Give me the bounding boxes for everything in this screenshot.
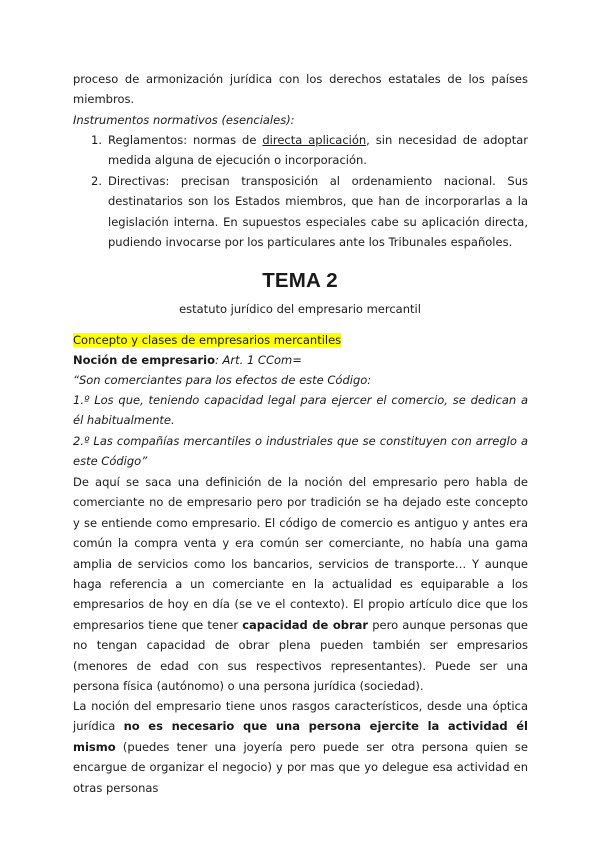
list-item-text: , sin necesidad de adoptar medida alguna de ejecución o incorporación. [108, 133, 528, 168]
intro-paragraph: proceso de armonización jurídica con los derechos estatales de los países miembros. [73, 72, 528, 107]
nocion-line [73, 350, 528, 370]
nocion-reference: : Art. 1 CCom= [215, 353, 302, 367]
key-statement: no es necesario que una persona ejercite la actividad él mismo [73, 719, 528, 754]
nocion-label: Noción de empresario [73, 353, 216, 367]
quote-intro: “Son comerciantes para los efectos de este Código: [73, 373, 372, 387]
capacidad-de-obrar-term: capacidad de obrar [242, 617, 369, 632]
directa-aplicacion-link[interactable]: directa aplicación [262, 133, 367, 147]
paragraph-text: pero aunque personas que no tengan capacidad de obrar plena pueden también ser empresarios (menores de edad con sus respectivos representantes). Puede ser una persona física (autónomo) o una persona jurídica (sociedad). [73, 617, 529, 694]
paragraph-text: La noción del empresario tiene unos rasgos característicos, desde una óptica jurídica [73, 699, 528, 734]
quote-item-1: 1.º Los que, teniendo capacidad legal para ejercer el comercio, se dedican a él habitualmente. [73, 393, 528, 428]
section-heading [73, 330, 528, 350]
paragraph-text: (puedes tener una joyería pero puede ser otra persona quien se encargue de organizar el negocio) y por mas que yo delegue esa actividad en otras personas [73, 739, 528, 795]
body-paragraph-2 [73, 696, 528, 798]
highlighted-heading: Concepto y clases de empresarios mercantiles [73, 333, 342, 347]
tema-subtitle: estatuto jurídico del empresario mercantil [179, 302, 421, 316]
quote-item-2: 2.º Las compañías mercantiles o industriales que se constituyen con arreglo a este Código” [73, 434, 528, 469]
paragraph-text: De aquí se saca una definición de la noción del empresario pero habla de comerciante no de empresario pero por tradición se ha dejado este concepto y se entiende como empresario. El código de comercio es antiguo y antes era común la compra venta y era común ser comerciante, no había una gama amplia de servicios como los bancarios, servicios de transporte… Y aunque haga referencia a un comerciante en la actualidad es equiparable a los empresarios de hoy en día (se ve el contexto). El propio artículo dice que los empresarios tiene que tener [73, 475, 528, 632]
list-number-2: 2. [91, 174, 102, 188]
list-item-directivas: Directivas: precisan transposición al ordenamiento nacional. Sus destinatarios son los Estados miembros, que han de incorporarlas a la legislación interna. En supuestos especiales cabe su aplicación directa, pudiendo invocarse por los particulares ante los Tribunales españoles. [108, 174, 528, 250]
instruments-heading: Instrumentos normativos (esenciales): [73, 113, 295, 127]
body-paragraph-1 [73, 472, 528, 696]
tema-title: TEMA 2 [262, 269, 338, 292]
list-number-1: 1. [91, 133, 102, 147]
list-item-reglamentos [108, 130, 528, 171]
list-item-text: Reglamentos: normas de [108, 133, 263, 147]
